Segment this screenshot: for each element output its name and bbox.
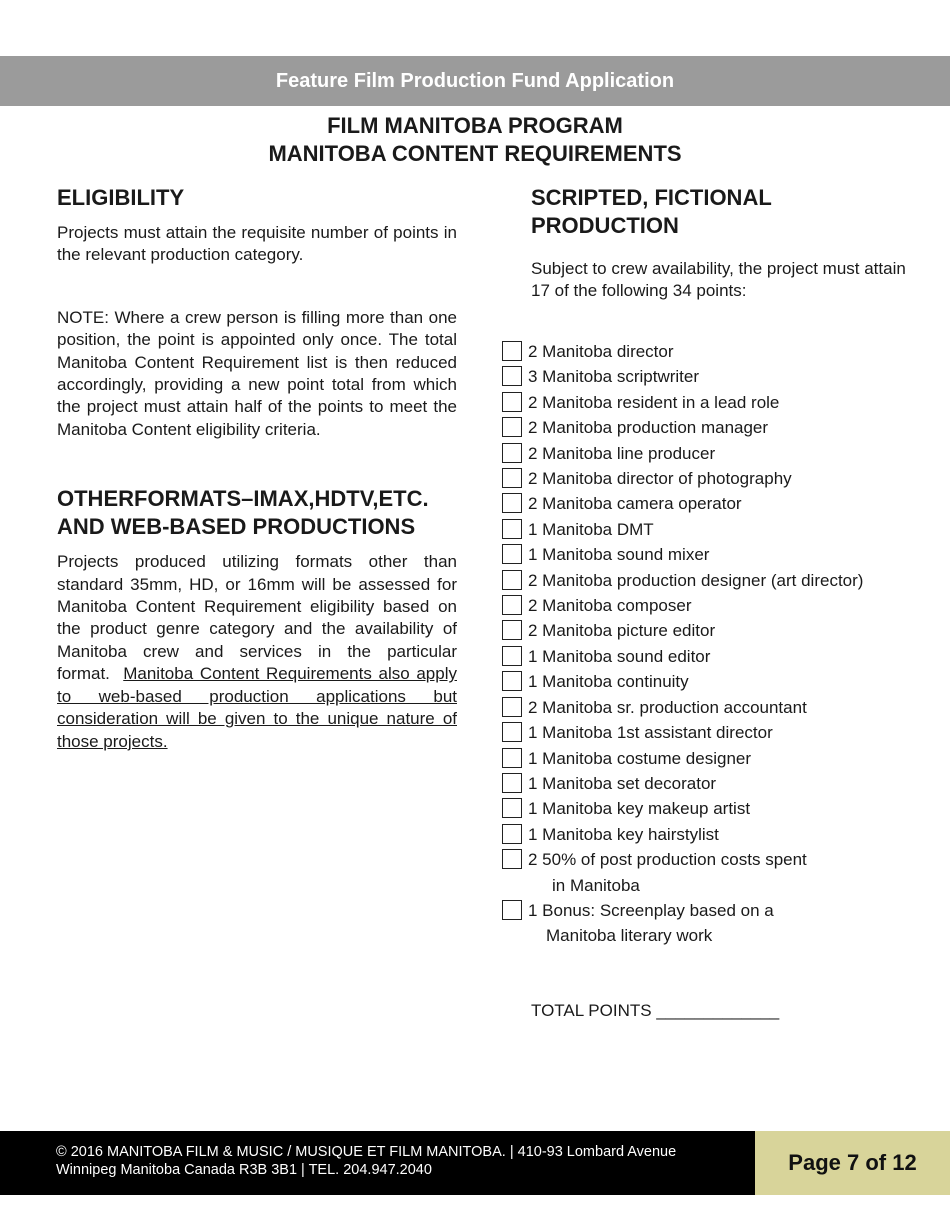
checklist-item-label: 2 Manitoba camera operator (528, 494, 742, 514)
title-line-2: MANITOBA CONTENT REQUIREMENTS (268, 141, 682, 166)
checklist-item-label: 1 Manitoba set decorator (528, 773, 717, 793)
checkbox[interactable] (502, 722, 522, 742)
checkbox[interactable] (502, 544, 522, 564)
points-intro: Subject to crew availability, the project must attain 17 of the following 34 points: (531, 259, 906, 301)
other-formats-text-underlined: Manitoba Content Requirements also apply to web-based production applications but consideration will be given to the unique nature of those projects. (57, 664, 457, 751)
checkbox[interactable] (502, 392, 522, 412)
title-line-1: FILM MANITOBA PROGRAM (327, 113, 623, 138)
checklist-item (502, 568, 922, 593)
other-formats-text (57, 551, 457, 753)
checklist-item (502, 618, 922, 643)
checklist-item (502, 746, 922, 771)
checkbox[interactable] (502, 493, 522, 513)
checklist-item (502, 441, 922, 466)
eligibility-text: Projects must attain the requisite number of points in the relevant production category. (57, 223, 457, 265)
checkbox[interactable] (502, 519, 522, 539)
other-formats-text-plain: Projects produced utilizing formats other than standard 35mm, HD, or 16mm will be assessed for Manitoba Content Requirement eligibility based on the product genre category and the availability of Manitoba crew and services in the particular format. (57, 552, 457, 684)
footer-copyright (0, 1131, 755, 1195)
page-number: Page 7 of 12 (755, 1131, 950, 1195)
other-formats-heading (57, 485, 457, 541)
footer-line-2: Winnipeg Manitoba Canada R3B 3B1 | TEL. 204.947.2040 (56, 1162, 432, 1178)
checklist-item-post-production (502, 847, 922, 872)
checkbox[interactable] (502, 849, 522, 869)
checkbox[interactable] (502, 824, 522, 844)
checklist-item-label: 2 Manitoba resident in a lead role (528, 392, 780, 412)
checklist-item-label: 1 Manitoba sound mixer (528, 545, 710, 565)
checkbox[interactable] (502, 366, 522, 386)
other-formats-heading-line-1: OTHERFORMATS–IMAX,HDTV,ETC. (57, 486, 429, 512)
footer-line-1: © 2016 MANITOBA FILM & MUSIC / MUSIQUE ET FILM MANITOBA. | 410-93 Lombard Avenue (56, 1144, 677, 1160)
checkbox[interactable] (502, 620, 522, 640)
checklist-item (502, 364, 922, 389)
checklist-item-label: 2 Manitoba director of photography (528, 469, 792, 489)
checklist-item-label: 1 Manitoba key makeup artist (528, 799, 751, 819)
checklist-item-label: 1 Manitoba 1st assistant director (528, 723, 773, 743)
checklist-item-label: 1 Manitoba DMT (528, 519, 654, 539)
checkbox[interactable] (502, 595, 522, 615)
checkbox[interactable] (502, 570, 522, 590)
checklist-item (502, 466, 922, 491)
checklist-item-label: 2 Manitoba sr. production accountant (528, 697, 807, 717)
checklist-item (502, 593, 922, 618)
scripted-heading-line-1: SCRIPTED, FICTIONAL (531, 185, 772, 210)
page-title (0, 112, 950, 168)
checklist-item (502, 771, 922, 796)
checklist-item (502, 339, 922, 364)
checklist-item (502, 491, 922, 516)
checklist-item-label: 2 50% of post production costs spent (528, 850, 807, 870)
checklist-item-label: 2 Manitoba composer (528, 596, 692, 616)
checkbox[interactable] (502, 341, 522, 361)
checklist-item (502, 644, 922, 669)
checklist-item-label: 2 Manitoba picture editor (528, 621, 716, 641)
other-formats-heading-line-2: AND WEB-BASED PRODUCTIONS (57, 514, 416, 540)
checkbox[interactable] (502, 798, 522, 818)
checklist-item-bonus (502, 898, 922, 923)
checklist-item-label: 1 Bonus: Screenplay based on a (528, 900, 774, 920)
checkbox[interactable] (502, 748, 522, 768)
checklist-item (502, 720, 922, 745)
total-points-field[interactable]: TOTAL POINTS _____________ (531, 1001, 780, 1020)
scripted-heading (531, 184, 921, 240)
checklist-item (502, 822, 922, 847)
checklist-item (502, 415, 922, 440)
checklist-item (502, 796, 922, 821)
checkbox[interactable] (502, 697, 522, 717)
checklist-item-label: 1 Manitoba key hairstylist (528, 824, 719, 844)
checkbox[interactable] (502, 671, 522, 691)
checklist-item (502, 542, 922, 567)
checklist-item-label: 1 Manitoba continuity (528, 672, 689, 692)
checklist-item-continuation: Manitoba literary work (546, 926, 713, 946)
scripted-heading-line-2: PRODUCTION (531, 213, 679, 238)
note-text: NOTE: Where a crew person is filling more than one position, the point is appointed only once. The total Manitoba Content Requirement list is then reduced accordingly, providing a new point total from which the project must attain half of the points to meet the Manitoba Content eligibility criteria. (57, 307, 457, 439)
checkbox[interactable] (502, 443, 522, 463)
checklist-item (502, 695, 922, 720)
right-column (531, 184, 921, 303)
checkbox[interactable] (502, 900, 522, 920)
checklist-item (502, 669, 922, 694)
checklist-item-label: 1 Manitoba sound editor (528, 646, 711, 666)
points-checklist (502, 339, 922, 949)
form-banner: Feature Film Production Fund Application (0, 56, 950, 106)
checklist-item-label: 1 Manitoba costume designer (528, 748, 752, 768)
checklist-item (502, 390, 922, 415)
eligibility-heading: ELIGIBILITY (57, 185, 185, 210)
checklist-item-label: 2 Manitoba line producer (528, 443, 716, 463)
left-column (57, 184, 457, 753)
checklist-item-label: 3 Manitoba scriptwriter (528, 367, 700, 387)
checklist-item-continuation: in Manitoba (552, 875, 640, 895)
checklist-item-label: 2 Manitoba director (528, 342, 674, 361)
checkbox[interactable] (502, 468, 522, 488)
checkbox[interactable] (502, 417, 522, 437)
checklist-item-label: 2 Manitoba production designer (art director) (528, 570, 864, 590)
checklist-item-label: 2 Manitoba production manager (528, 418, 769, 438)
checkbox[interactable] (502, 773, 522, 793)
checkbox[interactable] (502, 646, 522, 666)
checklist-item (502, 517, 922, 542)
